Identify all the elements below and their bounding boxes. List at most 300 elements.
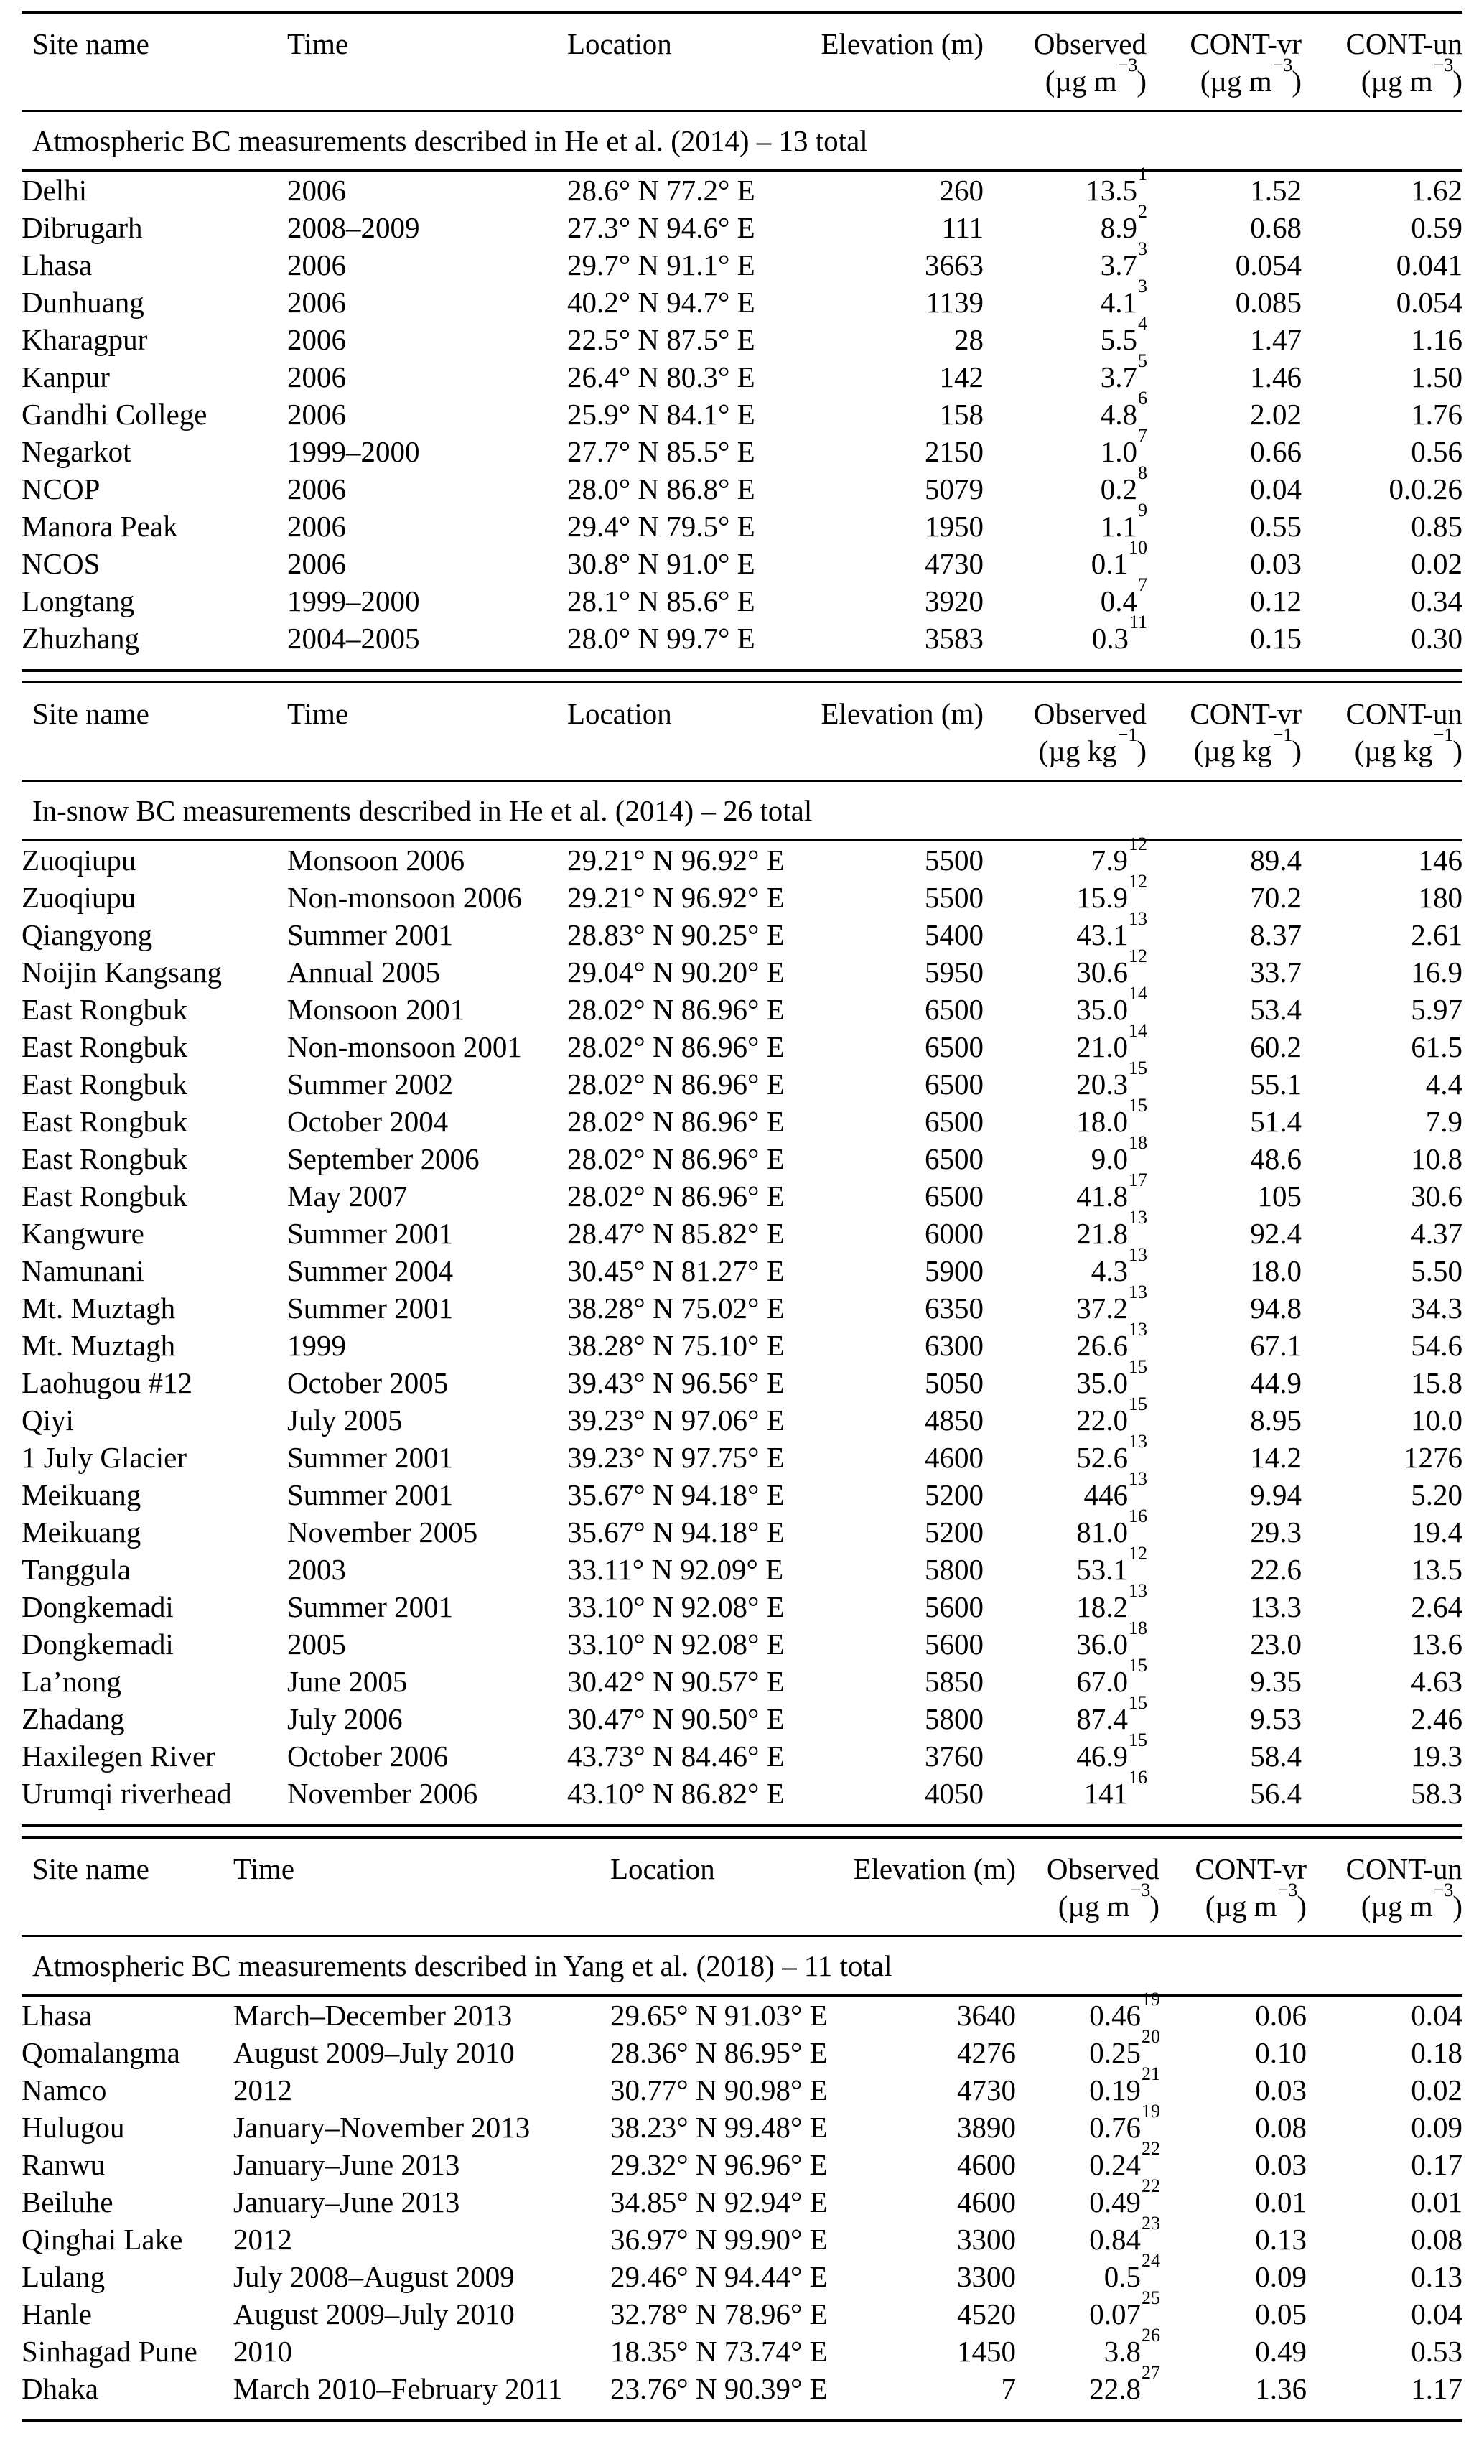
time-cell: 2006 [287,510,346,543]
table-row [22,1700,1462,1737]
reference-superscript: 12 [1129,1543,1147,1564]
cont-un-cell: 0.30 [1411,622,1462,655]
time-cell: September 2006 [287,1142,480,1175]
time-cell: October 2004 [287,1105,449,1138]
site-cell: Negarkot [22,435,131,468]
table-row [22,1663,1462,1700]
reference-superscript: 4 [1138,313,1147,335]
reference-superscript: 7 [1138,574,1147,596]
cont-vr-cell: 48.6 [1250,1142,1302,1175]
cont-un-cell: 0.02 [1411,547,1462,580]
cont-vr-cell: 0.03 [1250,547,1302,580]
cont-un-cell: 1.62 [1411,174,1462,207]
cont-un-cell: 0.02 [1411,2073,1462,2106]
observed-cell: 36.0$^{18}$ [1076,1618,1147,1661]
observed-cell: 0.2$^8$ [1100,462,1147,505]
col-header-time: Time [287,27,349,60]
site-cell: Manora Peak [22,510,178,543]
site-cell: Meikuang [22,1516,141,1549]
reference-superscript: 15 [1129,1655,1147,1676]
site-cell: La’nong [22,1665,121,1698]
table-row [22,246,1462,284]
cont-vr-cell: 14.2 [1250,1441,1302,1474]
observed-cell: 52.6$^{13}$ [1076,1431,1147,1474]
cont-un-cell: 0.34 [1411,584,1462,617]
cont-un-cell: 34.3 [1411,1292,1462,1325]
col-unit-observed: (µg $m^{-3}$) [1045,55,1147,98]
table-row [22,433,1462,470]
location-cell: 28.1° N 85.6° E [567,584,755,617]
table-row [22,1439,1462,1476]
site-cell: Namco [22,2073,107,2106]
cont-un-cell: 0.85 [1411,510,1462,543]
cont-un-cell: 19.3 [1411,1740,1462,1773]
elevation-cell: 5050 [925,1366,984,1399]
table-row [22,1551,1462,1588]
location-cell: 28.36° N 86.95° E [610,2036,828,2069]
location-cell: 35.67° N 94.18° E [567,1478,785,1511]
cont-vr-cell: 0.10 [1255,2036,1307,2069]
reference-superscript: 19 [1142,1989,1160,2010]
col-unit-observed: (µg $kg^{-1}$) [1038,724,1147,767]
cont-un-cell: 0.054 [1396,286,1462,319]
observed-cell: 0.84$^{23}$ [1089,2213,1160,2256]
cont-un-cell: 58.3 [1411,1777,1462,1810]
location-cell: 28.02° N 86.96° E [567,1030,785,1063]
location-cell: 40.2° N 94.7° E [567,286,755,319]
table-insnow-he2014 [22,681,1462,1827]
location-cell: 28.02° N 86.96° E [567,1105,785,1138]
location-cell: 34.85° N 92.94° E [610,2185,828,2218]
cont-vr-cell: 67.1 [1250,1329,1302,1362]
site-cell: Lulang [22,2260,106,2293]
cont-vr-cell: 94.8 [1250,1292,1302,1325]
table-row [22,879,1462,916]
site-cell: Laohugou #12 [22,1366,192,1399]
cont-vr-cell: 0.054 [1235,248,1302,281]
cont-vr-cell: 0.12 [1250,584,1302,617]
cont-un-cell: 0.01 [1411,2185,1462,2218]
observed-cell: 30.6$^{12}$ [1076,946,1147,989]
col-header-observed: Observed [1046,1852,1159,1885]
reference-superscript: 15 [1129,1692,1147,1714]
table-row [22,2221,1462,2258]
observed-cell: 35.0$^{14}$ [1076,983,1147,1026]
section-title: Atmospheric BC measurements described in He et al. (2014) – 13 total [32,124,868,157]
reference-superscript: 11 [1129,612,1147,633]
cont-vr-cell: 18.0 [1250,1254,1302,1287]
elevation-cell: 5200 [925,1478,984,1511]
elevation-cell: 6500 [925,1068,984,1101]
time-cell: 2006 [287,360,346,393]
time-cell: 2010 [233,2335,292,2368]
elevation-cell: 5400 [925,918,984,951]
time-cell: March 2010–February 2011 [233,2372,563,2405]
cont-vr-cell: 51.4 [1250,1105,1302,1138]
cont-vr-cell: 9.94 [1250,1478,1302,1511]
location-cell: 25.9° N 84.1° E [567,398,755,431]
table-row [22,1513,1462,1551]
elevation-cell: 6350 [925,1292,984,1325]
location-cell: 39.23° N 97.75° E [567,1441,785,1474]
time-cell: July 2008–August 2009 [233,2260,515,2293]
elevation-cell: 4730 [957,2073,1016,2106]
col-header-cont-vr: CONT-vr [1195,1852,1307,1885]
reference-superscript: 16 [1129,1506,1147,1527]
cont-vr-cell: 89.4 [1250,844,1302,877]
site-cell: Gandhi College [22,398,207,431]
observed-cell: 8.9$^2$ [1100,201,1147,244]
cont-un-cell: 180 [1418,881,1462,914]
col-unit-cont-vr: (µg $m^{-3}$) [1200,55,1302,98]
site-cell: Dunhuang [22,286,144,319]
cont-un-cell: 0.18 [1411,2036,1462,2069]
cont-un-cell: 10.8 [1411,1142,1462,1175]
reference-superscript: 22 [1142,2138,1160,2160]
site-cell: Mt. Muztagh [22,1292,176,1325]
table-row [22,470,1462,508]
observed-cell: 5.5$^4$ [1100,313,1147,356]
site-cell: Hanle [22,2297,92,2330]
table-row [22,1327,1462,1364]
time-cell: 2003 [287,1553,346,1586]
cont-vr-cell: 0.09 [1255,2260,1307,2293]
table-row [22,2370,1462,2421]
observed-cell: 0.46$^{19}$ [1089,1989,1160,2032]
cont-vr-cell: 1.46 [1250,360,1302,393]
cont-vr-cell: 9.35 [1250,1665,1302,1698]
time-cell: 1999 [287,1329,346,1362]
location-cell: 29.46° N 94.44° E [610,2260,828,2293]
cont-un-cell: 2.64 [1411,1590,1462,1623]
table-row [22,1065,1462,1103]
time-cell: 2004–2005 [287,622,420,655]
site-cell: Haxilegen River [22,1740,215,1773]
cont-un-cell: 1.76 [1411,398,1462,431]
elevation-cell: 28 [954,323,984,356]
location-cell: 28.02° N 86.96° E [567,1068,785,1101]
reference-superscript: 15 [1129,1058,1147,1079]
time-cell: Non-monsoon 2006 [287,881,522,914]
time-cell: Annual 2005 [287,956,440,989]
elevation-cell: 4600 [925,1441,984,1474]
site-cell: Kanpur [22,360,110,393]
reference-superscript: 17 [1129,1170,1147,1191]
reference-superscript: 25 [1142,2287,1160,2309]
time-cell: Summer 2001 [287,1292,454,1325]
col-header-site: Site name [32,697,149,730]
location-cell: 28.02° N 86.96° E [567,993,785,1026]
col-header-cont-vr: CONT-vr [1190,697,1302,730]
reference-superscript: 1 [1138,164,1147,185]
cont-vr-cell: 22.6 [1250,1553,1302,1586]
time-cell: 2012 [233,2223,292,2256]
col-unit-cont-un: (µg $m^{-3}$) [1361,55,1462,98]
site-cell: Zhuzhang [22,622,139,655]
section-row [22,1936,1462,1996]
reference-superscript: 10 [1129,537,1147,559]
col-unit-observed: (µg $m^{-3}$) [1058,1880,1159,1923]
observed-cell: 446$^{13}$ [1083,1468,1147,1511]
site-cell: 1 July Glacier [22,1441,187,1474]
location-cell: 38.23° N 99.48° E [610,2111,828,2144]
site-cell: Dibrugarh [22,211,143,244]
reference-superscript: 15 [1129,1095,1147,1116]
reference-superscript: 15 [1129,1356,1147,1378]
elevation-cell: 4730 [925,547,984,580]
elevation-cell: 7 [1001,2372,1016,2405]
observed-cell: 41.8$^{17}$ [1076,1170,1147,1213]
time-cell: Summer 2001 [287,1590,454,1623]
observed-cell: 26.6$^{13}$ [1076,1319,1147,1362]
site-cell: Qiangyong [22,918,153,951]
elevation-cell: 1139 [925,286,984,319]
elevation-cell: 3920 [925,584,984,617]
site-cell: East Rongbuk [22,993,188,1026]
reference-superscript: 21 [1142,2063,1160,2085]
table-atmospheric-he2014 [22,11,1462,672]
observed-cell: 0.24$^{22}$ [1089,2138,1160,2181]
time-cell: October 2006 [287,1740,449,1773]
location-cell: 43.73° N 84.46° E [567,1740,785,1773]
cont-un-cell: 16.9 [1411,956,1462,989]
reference-superscript: 18 [1129,1618,1147,1639]
observed-cell: 13.5$^1$ [1086,164,1147,207]
elevation-cell: 111 [941,211,984,244]
reference-superscript: 23 [1142,2213,1160,2234]
cont-un-cell: 5.50 [1411,1254,1462,1287]
site-cell: Zuoqiupu [22,844,136,877]
observed-cell: 0.25$^{20}$ [1089,2026,1160,2069]
location-cell: 38.28° N 75.02° E [567,1292,785,1325]
location-cell: 43.10° N 86.82° E [567,1777,785,1810]
location-cell: 33.10° N 92.08° E [567,1628,785,1661]
observed-cell: 15.9$^{12}$ [1076,871,1147,914]
table-1-body [22,164,1462,671]
cont-vr-cell: 0.49 [1255,2335,1307,2368]
cont-vr-cell: 105 [1257,1180,1302,1213]
cont-un-cell: 0.04 [1411,1999,1462,2032]
site-cell: East Rongbuk [22,1068,188,1101]
cont-vr-cell: 0.15 [1250,622,1302,655]
location-cell: 28.0° N 86.8° E [567,472,755,505]
elevation-cell: 4600 [957,2148,1016,2181]
table-2-body [22,834,1462,1826]
elevation-cell: 3663 [925,248,984,281]
table-row [22,2183,1462,2221]
table-row [22,2071,1462,2109]
reference-superscript: 15 [1129,1394,1147,1415]
location-cell: 28.6° N 77.2° E [567,174,755,207]
table-row [22,916,1462,953]
table-row [22,841,1462,879]
table-row [22,545,1462,582]
reference-superscript: 12 [1129,871,1147,892]
table-row [22,1588,1462,1625]
reference-superscript: 13 [1129,1431,1147,1452]
col-header-location: Location [567,27,672,60]
section-title: Atmospheric BC measurements described in Yang et al. (2018) – 11 total [32,1949,892,1982]
cont-vr-cell: 0.085 [1235,286,1302,319]
cont-un-cell: 1.17 [1411,2372,1462,2405]
observed-cell: 1.1$^9$ [1100,500,1147,543]
time-cell: May 2007 [287,1180,408,1213]
section-row [22,111,1462,171]
elevation-cell: 5950 [925,956,984,989]
cont-vr-cell: 1.52 [1250,174,1302,207]
table-1-header [22,12,1462,111]
table-row [22,2109,1462,2146]
elevation-cell: 6500 [925,1105,984,1138]
col-header-location: Location [567,697,672,730]
location-cell: 30.47° N 90.50° E [567,1702,785,1735]
table-row [22,1996,1462,2035]
table-row [22,358,1462,396]
location-cell: 27.7° N 85.5° E [567,435,755,468]
table-row [22,2295,1462,2333]
reference-superscript: 24 [1142,2250,1160,2272]
observed-cell: 3.7$^3$ [1100,238,1147,281]
reference-superscript: 13 [1129,1319,1147,1340]
site-cell: Zhadang [22,1702,125,1735]
col-header-time: Time [233,1852,295,1885]
elevation-cell: 142 [939,360,984,393]
site-cell: Qomalangma [22,2036,180,2069]
elevation-cell: 5850 [925,1665,984,1698]
elevation-cell: 6500 [925,1142,984,1175]
cont-vr-cell: 23.0 [1250,1628,1302,1661]
site-cell: Sinhagad Pune [22,2335,197,2368]
cont-vr-cell: 0.01 [1255,2185,1307,2218]
observed-cell: 0.1$^{10}$ [1091,537,1147,580]
elevation-cell: 5600 [925,1628,984,1661]
elevation-cell: 158 [939,398,984,431]
col-unit-cont-un: (µg $m^{-3}$) [1361,1880,1462,1923]
cont-un-cell: 0.041 [1396,248,1462,281]
reference-superscript: 13 [1129,1282,1147,1303]
table-row [22,508,1462,545]
reference-superscript: 13 [1129,1468,1147,1490]
section-title: In-snow BC measurements described in He et al. (2014) – 26 total [32,794,813,827]
elevation-cell: 6500 [925,1180,984,1213]
reference-superscript: 13 [1129,908,1147,930]
table-row [22,1103,1462,1140]
location-cell: 27.3° N 94.6° E [567,211,755,244]
col-header-elevation: Elevation (m) [853,1852,1016,1885]
reference-superscript: 12 [1129,834,1147,855]
time-cell: Summer 2001 [287,1441,454,1474]
reference-superscript: 20 [1142,2026,1160,2048]
cont-vr-cell: 29.3 [1250,1516,1302,1549]
site-cell: Meikuang [22,1478,141,1511]
cont-vr-cell: 8.95 [1250,1404,1302,1437]
cont-vr-cell: 0.68 [1250,211,1302,244]
time-cell: Summer 2004 [287,1254,454,1287]
site-cell: East Rongbuk [22,1142,188,1175]
time-cell: 2006 [287,398,346,431]
observed-cell: 46.9$^{15}$ [1076,1730,1147,1773]
col-header-elevation: Elevation (m) [821,697,984,730]
cont-un-cell: 13.6 [1411,1628,1462,1661]
observed-cell: 0.3$^{11}$ [1091,612,1147,655]
table-row [22,2258,1462,2295]
observed-cell: 35.0$^{15}$ [1076,1356,1147,1399]
elevation-cell: 3760 [925,1740,984,1773]
time-cell: March–December 2013 [233,1999,513,2032]
cont-vr-cell: 53.4 [1250,993,1302,1026]
observed-cell: 18.0$^{15}$ [1076,1095,1147,1138]
observed-cell: 4.8$^6$ [1100,388,1147,431]
site-cell: Lhasa [22,1999,92,2032]
observed-cell: 9.0$^{18}$ [1091,1132,1147,1175]
site-cell: Zuoqiupu [22,881,136,914]
elevation-cell: 4276 [957,2036,1016,2069]
time-cell: August 2009–July 2010 [233,2297,515,2330]
elevation-cell: 6500 [925,1030,984,1063]
cont-un-cell: 1.16 [1411,323,1462,356]
reference-superscript: 26 [1142,2325,1160,2346]
site-cell: Kangwure [22,1217,144,1250]
table-row [22,284,1462,321]
time-cell: 1999–2000 [287,435,420,468]
observed-cell: 37.2$^{13}$ [1076,1282,1147,1325]
cont-un-cell: 1276 [1404,1441,1462,1474]
elevation-cell: 1450 [957,2335,1016,2368]
time-cell: 1999–2000 [287,584,420,617]
time-cell: July 2006 [287,1702,403,1735]
table-row [22,620,1462,671]
cont-un-cell: 4.63 [1411,1665,1462,1698]
time-cell: Summer 2001 [287,1217,454,1250]
table-row [22,396,1462,433]
location-cell: 35.67° N 94.18° E [567,1516,785,1549]
reference-superscript: 13 [1129,1580,1147,1602]
time-cell: January–June 2013 [233,2148,460,2181]
reference-superscript: 13 [1129,1207,1147,1228]
elevation-cell: 3300 [957,2260,1016,2293]
reference-superscript: 5 [1138,350,1147,372]
observed-cell: 7.9$^{12}$ [1091,834,1147,877]
elevation-cell: 6500 [925,993,984,1026]
col-unit-cont-un: (µg $kg^{-1}$) [1354,724,1462,767]
elevation-cell: 2150 [925,435,984,468]
reference-superscript: 9 [1138,500,1147,521]
cont-vr-cell: 0.04 [1250,472,1302,505]
cont-un-cell: 0.17 [1411,2148,1462,2181]
elevation-cell: 1950 [925,510,984,543]
table-row [22,1140,1462,1177]
reference-superscript: 3 [1138,238,1147,260]
cont-un-cell: 15.8 [1411,1366,1462,1399]
time-cell: June 2005 [287,1665,408,1698]
site-cell: Beiluhe [22,2185,113,2218]
time-cell: Non-monsoon 2001 [287,1030,522,1063]
cont-vr-cell: 92.4 [1250,1217,1302,1250]
cont-vr-cell: 0.03 [1255,2073,1307,2106]
time-cell: Summer 2001 [287,1478,454,1511]
location-cell: 18.35° N 73.74° E [610,2335,828,2368]
site-cell: Tanggula [22,1553,131,1586]
col-header-site: Site name [32,1852,149,1885]
location-cell: 39.43° N 96.56° E [567,1366,785,1399]
cont-vr-cell: 1.47 [1250,323,1302,356]
observed-cell: 43.1$^{13}$ [1076,908,1147,951]
cont-un-cell: 5.97 [1411,993,1462,1026]
observed-cell: 0.76$^{19}$ [1089,2101,1160,2144]
time-cell: 2006 [287,547,346,580]
cont-un-cell: 1.50 [1411,360,1462,393]
cont-un-cell: 146 [1418,844,1462,877]
